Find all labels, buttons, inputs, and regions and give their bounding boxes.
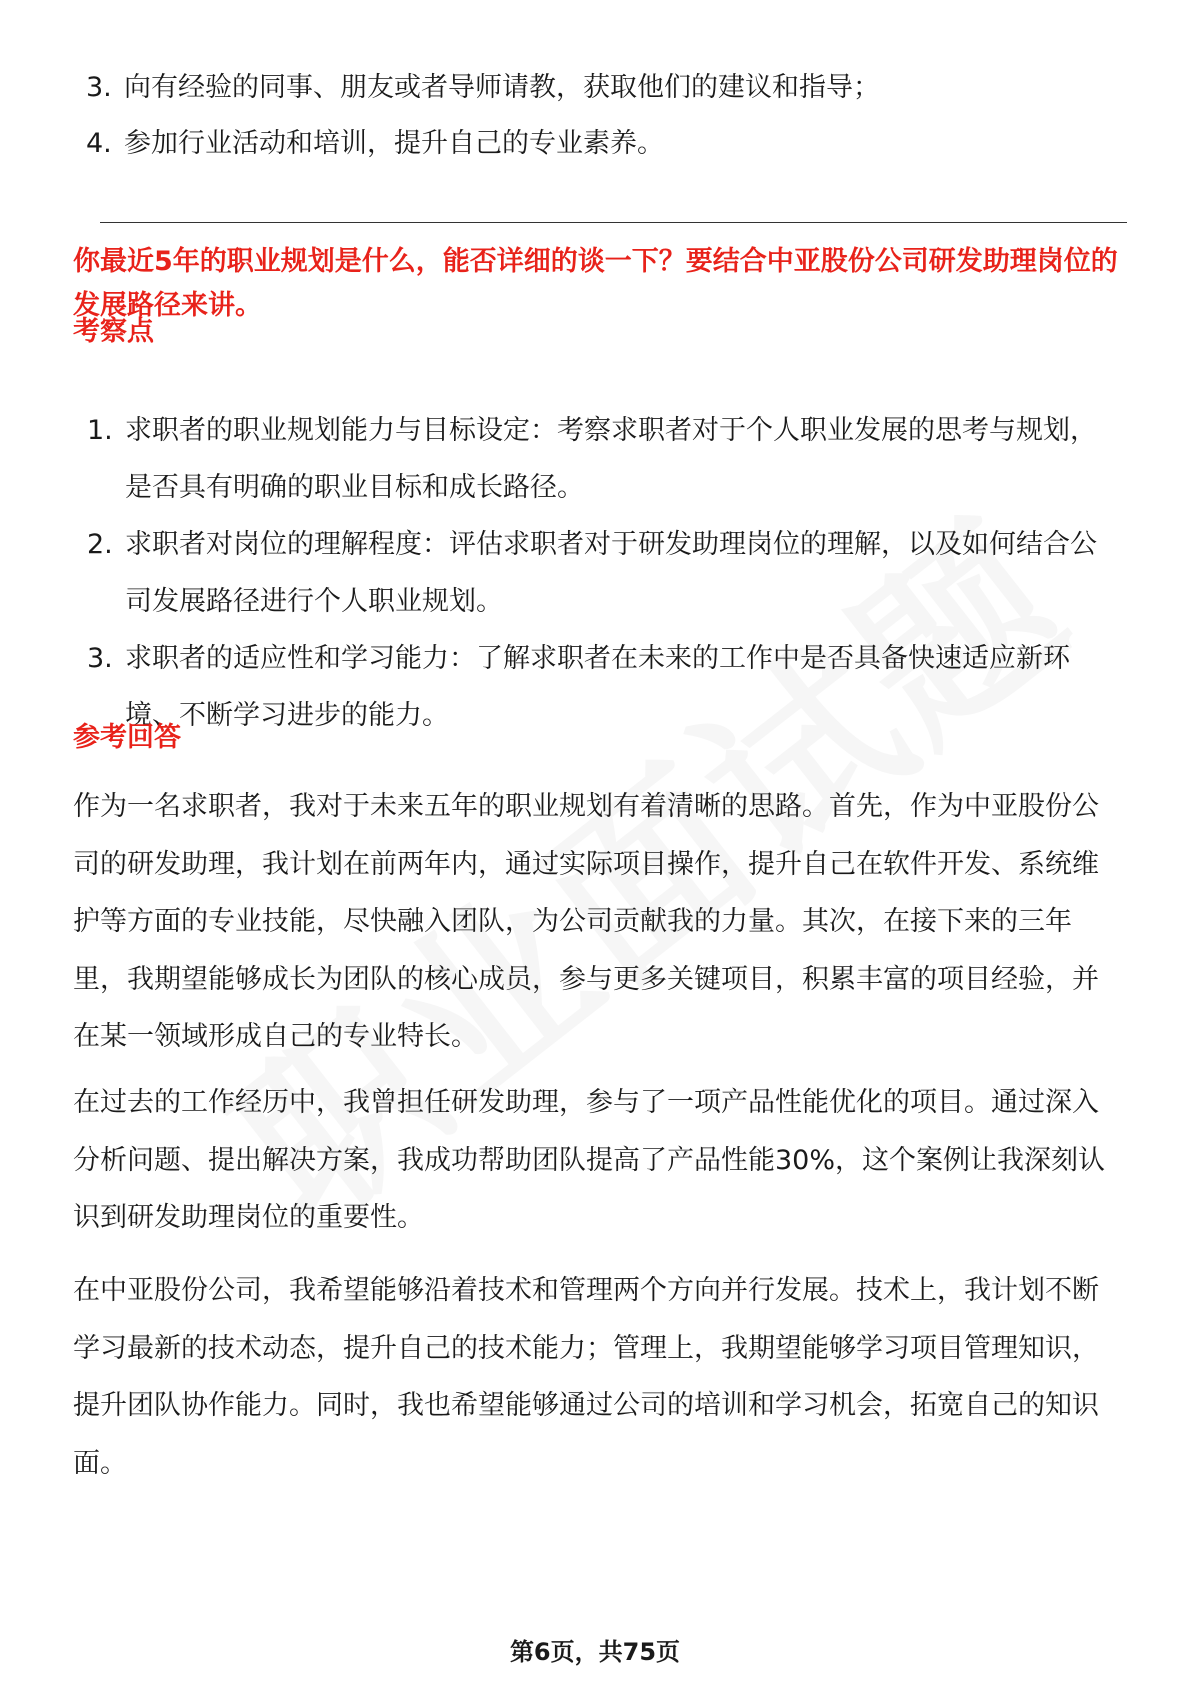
answer-paragraph: 在中亚股份公司，我希望能够沿着技术和管理两个方向并行发展。技术上，我计划不断学习最新的技术动态，提升自己的技术能力；管理上，我期望能够学习项目管理知识，提升团队协作能力。同时，我也希望能够通过公司的培训和学习机会，拓宽自己的知识面。 — [73, 1275, 1099, 1479]
list-number: 4. — [86, 128, 112, 159]
answer-title: 参考回答 — [73, 722, 181, 753]
page-number: 第6页，共75页 — [509, 1638, 681, 1666]
list-text: 向有经验的同事、朋友或者导师请教，获取他们的建议和指导； — [124, 72, 880, 103]
divider — [100, 222, 1127, 223]
list-number: 3. — [87, 643, 113, 674]
answer-paragraph: 在过去的工作经历中，我曾担任研发助理，参与了一项产品性能优化的项目。通过深入分析问题、提出解决方案，我成功帮助团队提高了产品性能30%，这个案例让我深刻认识到研发助理岗位的重要性。 — [73, 1087, 1106, 1233]
previous-list — [68, 60, 1108, 172]
question-heading: 你最近5年的职业规划是什么，能否详细的谈一下？要结合中亚股份公司研发助理岗位的发展路径来讲。 — [73, 246, 1118, 321]
list-item — [73, 630, 1123, 744]
assess-title: 考察点 — [73, 316, 154, 347]
list-text: 求职者的适应性和学习能力：了解求职者在未来的工作中是否具备快速适应新环境、不断学习进步的能力。 — [125, 643, 1070, 731]
answer-paragraph: 作为一名求职者，我对于未来五年的职业规划有着清晰的思路。首先，作为中亚股份公司的研发助理，我计划在前两年内，通过实际项目操作，提升自己在软件开发、系统维护等方面的专业技能，尽快融入团队，为公司贡献我的力量。其次，在接下来的三年里，我期望能够成长为团队的核心成员，参与更多关键项目，积累丰富的项目经验，并在某一领域形成自己的专业特长。 — [73, 791, 1099, 1052]
list-number: 1. — [87, 415, 113, 446]
list-item — [73, 516, 1123, 630]
list-item — [73, 402, 1123, 516]
list-text: 参加行业活动和培训，提升自己的专业素养。 — [124, 128, 664, 159]
assess-list — [73, 402, 1123, 744]
list-number: 3. — [86, 72, 112, 103]
list-item — [68, 116, 1108, 172]
list-item — [68, 60, 1108, 116]
list-number: 2. — [87, 529, 113, 560]
list-text: 求职者对岗位的理解程度：评估求职者对于研发助理岗位的理解，以及如何结合公司发展路径进行个人职业规划。 — [125, 529, 1097, 617]
list-text: 求职者的职业规划能力与目标设定：考察求职者对于个人职业发展的思考与规划，是否具有明确的职业目标和成长路径。 — [125, 415, 1097, 503]
